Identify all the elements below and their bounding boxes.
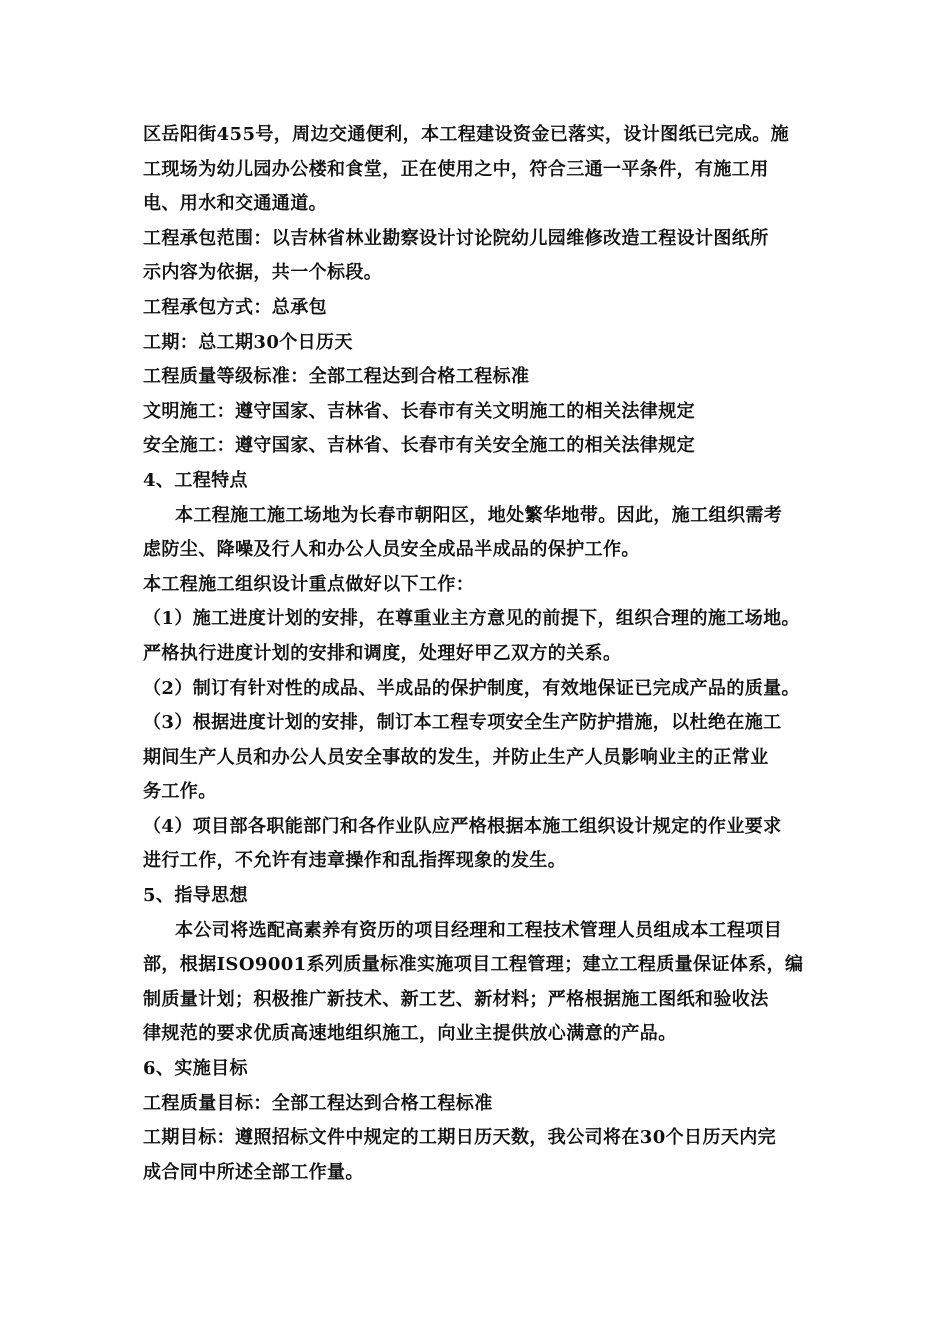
text-line: （1）施工进度计划的安排，在尊重业主方意见的前提下，组织合理的施工场地。 <box>143 608 800 630</box>
document-page <box>143 118 813 1190</box>
text-line: 示内容为依据，共一个标段。 <box>143 262 383 284</box>
text-line: 工程质量等级标准：全部工程达到合格工程标准 <box>143 366 530 388</box>
text-line: 期间生产人员和办公人员安全事故的发生，并防止生产人员影响业主的正常业 <box>143 746 769 768</box>
text-line: 虑防尘、降噪及行人和办公人员安全成品半成品的保护工作。 <box>143 539 640 561</box>
text-line: 本工程施工组织设计重点做好以下工作： <box>143 573 475 595</box>
text-line: 本公司将选配高素养有资历的项目经理和工程技术管理人员组成本工程项目 <box>175 919 783 941</box>
text-line: 工程承包方式：总承包 <box>143 296 327 318</box>
section-heading: 6、实施目标 <box>143 1058 248 1080</box>
text-line: 工期目标：遵照招标文件中规定的工期日历天数，我公司将在30个日历天内完 <box>143 1127 777 1149</box>
text-line: 工程质量目标：全部工程达到合格工程标准 <box>143 1092 493 1114</box>
text-line: （3）根据进度计划的安排，制订本工程专项安全生产防护措施，以杜绝在施工 <box>143 712 782 734</box>
text-line: 成合同中所述全部工作量。 <box>143 1161 364 1183</box>
text-line: （2）制订有针对性的成品、半成品的保护制度，有效地保证已完成产品的质量。 <box>143 677 800 699</box>
text-line: 文明施工：遵守国家、吉林省、长春市有关文明施工的相关法律规定 <box>143 400 695 422</box>
section-heading: 5、指导思想 <box>143 885 248 907</box>
text-line: 制质量计划；积极推广新技术、新工艺、新材料；严格根据施工图纸和验收法 <box>143 988 769 1010</box>
text-line: 务工作。 <box>143 781 217 803</box>
text-line: 本工程施工施工场地为长春市朝阳区，地处繁华地带。因此，施工组织需考 <box>175 504 783 526</box>
text-line: （4）项目部各职能部门和各作业队应严格根据本施工组织设计规定的作业要求 <box>143 815 782 837</box>
text-line: 工程承包范围：以吉林省林业勘察设计讨论院幼儿园维修改造工程设计图纸所 <box>143 227 769 249</box>
text-line: 区岳阳街455号，周边交通便利，本工程建设资金已落实，设计图纸已完成。施 <box>143 124 789 145</box>
text-line: 安全施工：遵守国家、吉林省、长春市有关安全施工的相关法律规定 <box>143 435 695 457</box>
text-line: 进行工作，不允许有违章操作和乱指挥现象的发生。 <box>143 850 567 872</box>
text-line: 电、用水和交通通道。 <box>143 193 327 215</box>
text-line: 律规范的要求优质高速地组织施工，向业主提供放心满意的产品。 <box>143 1023 677 1045</box>
text-line: 严格执行进度计划的安排和调度，处理好甲乙双方的关系。 <box>143 642 622 664</box>
text-line: 部，根据ISO9001系列质量标准实施项目工程管理；建立工程质量保证体系，编 <box>143 954 804 976</box>
text-line: 工期：总工期30个日历天 <box>143 331 353 353</box>
section-heading: 4、工程特点 <box>143 469 248 491</box>
text-line: 工现场为幼儿园办公楼和食堂，正在使用之中，符合三通一平条件，有施工用 <box>143 158 769 180</box>
